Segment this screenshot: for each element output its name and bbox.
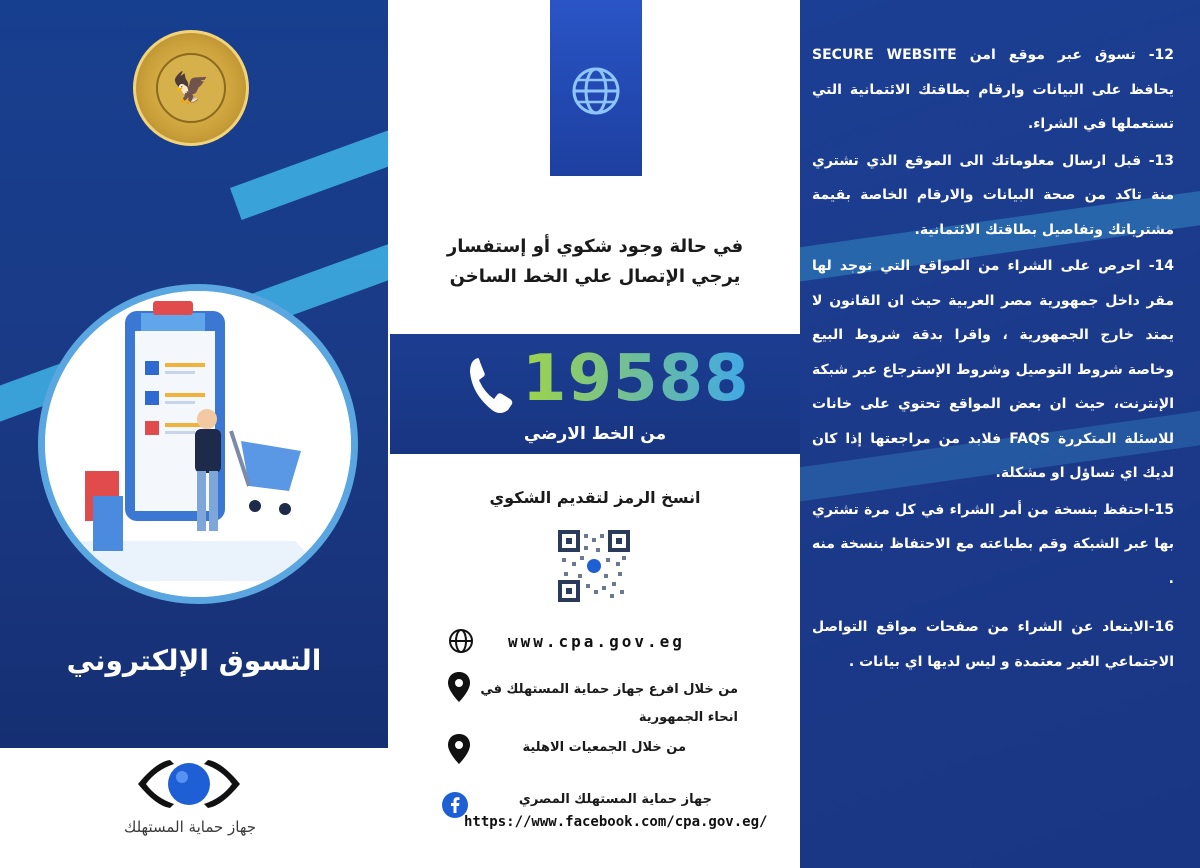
seal-inner xyxy=(156,53,226,123)
associations-info: من خلال الجمعيات الاهلية xyxy=(522,740,686,755)
shopping-illustration-svg xyxy=(45,291,351,597)
middle-panel xyxy=(390,0,800,868)
complaint-line-1: في حالة وجود شكوي أو إستفسار xyxy=(446,236,744,257)
scan-qr-label: انسخ الرمز لتقديم الشكوي xyxy=(489,488,701,507)
left-blue-background xyxy=(0,0,388,748)
facebook-link[interactable]: https://www.facebook.com/cpa.gov.eg/ xyxy=(464,814,768,830)
landline-label: من الخط الارضي xyxy=(523,424,667,444)
globe-icon xyxy=(571,66,621,116)
logo-caption: جهاز حماية المستهلك xyxy=(123,818,257,836)
branches-line-2: انحاء الجمهورية xyxy=(638,710,738,725)
decorative-stripe xyxy=(230,120,388,220)
complaint-instructions xyxy=(410,232,780,292)
tip-15: 15-احتفظ بنسخة من أمر الشراء في كل مرة تشتري بها عبر الشبكة وقم بطباعته مع الاحتفاظ بنسخة منه . xyxy=(812,501,1174,587)
eagle-icon: 🦅 xyxy=(172,71,210,106)
website-link[interactable]: www.cpa.gov.eg xyxy=(508,632,685,651)
government-seal-logo xyxy=(133,30,249,146)
website-globe-icon xyxy=(448,628,474,654)
complaint-qr-code[interactable] xyxy=(558,530,630,602)
right-panel xyxy=(800,0,1200,868)
location-pin-icon xyxy=(448,734,470,764)
hotline-number: 19588 xyxy=(522,342,750,416)
facebook-page-name: جهاز حماية المستهلك المصري xyxy=(518,792,712,807)
online-shopping-illustration xyxy=(38,284,358,604)
phone-icon xyxy=(468,354,514,416)
brochure-title: التسوق الإلكتروني xyxy=(66,644,322,677)
tip-14: 14- احرص على الشراء من المواقع التي توجد لها مقر داخل جمهورية مصر العربية حيث ان القانون لا يمتد خارج الجمهورية ، واقرا بدقة شروط البيع وخاصة شروط التوصيل وشروط الإسترجاع عبر شبكة الإنترنت، حيث ان بعض المواقع تحتوي على خانات للاسئلة المتكررة FAQS فلابد من مراجعتها إذا كان لديك اي تساؤل او مشكلة. xyxy=(812,258,1174,481)
tips-list xyxy=(812,38,1174,681)
tip-12: 12- تسوق عبر موقع امن SECURE WEBSITE يحافظ على البيانات وارقام بطاقتك الائتمانية التي تستعملها في الشراء. xyxy=(812,47,1174,132)
location-pin-icon xyxy=(448,672,470,702)
consumer-protection-eye-logo xyxy=(136,756,242,812)
tip-16: 16-الابتعاد عن الشراء من صفحات مواقع التواصل الاجتماعي الغير معتمدة و ليس لديها اي بيانات . xyxy=(812,619,1174,670)
left-panel xyxy=(0,0,390,868)
branches-line-1: من خلال افرع جهاز حماية المستهلك في xyxy=(480,682,738,697)
branches-info xyxy=(480,676,738,732)
complaint-line-2: يرجي الإتصال علي الخط الساخن xyxy=(449,266,741,287)
tip-13: 13- قبل ارسال معلوماتك الى الموقع الذي تشتري منة تاكد من صحة البيانات والارقام الخاصة بقيمة مشترياتك وتفاصيل بطاقتك الائتمانية. xyxy=(812,152,1174,238)
